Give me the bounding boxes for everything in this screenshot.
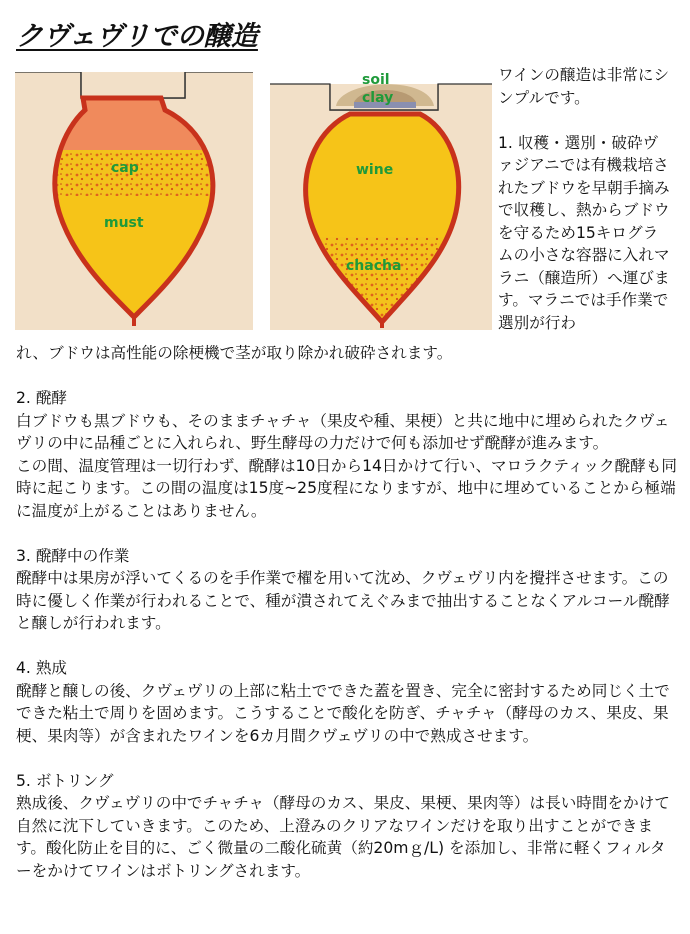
label-cap: cap [111,160,139,176]
label-must: must [104,215,144,231]
section-heading-fermentation: 2. 醗酵 [16,389,68,407]
section-heading-bottling: 5. ボトリング [16,771,114,790]
section-heading-aging: 4. 熟成 [16,659,68,677]
section-1-text: 1. 収穫・選別・破砕ヴァジアニでは有機栽培されたブドウを早朝手摘みで収穫し、熱からブドウを守るため15キログラムの小さな容器に入れマラニ（醸造所）へ運びます。マラニでは手作業で選別が行わ [498,133,670,332]
section-paragraph: 白ブドウも黒ブドウも、そのままチャチャ（果皮や種、果梗）と共に地中に埋められたクヴェヴリの中に品種ごとに入れられ、野生酵母の力だけで何も添加せず醗酵が進みます。 [16,411,670,452]
section-paragraph: この間、温度管理は一切行わず、醗酵は10日から14日かけて行い、マロラクティック醗酵も同時に起こります。この間の温度は15度~25度程になりますが、地中に埋めていることから極端に温度が上がることはありません。 [16,456,677,520]
label-chacha: chacha [346,258,402,274]
intro-lead: ワインの醸造は非常にシンプルです。 [498,66,670,107]
page-title: クヴェヴリでの醸造 [16,21,258,52]
section-1-text-continued: れ、ブドウは高性能の除梗機で茎が取り除かれ破砕されます。 [16,344,453,362]
section-paragraph: 醗酵中は果房が浮いてくるのを手作業で櫂を用いて沈め、クヴェヴリ内を攪拌させます。この時に優しく作業が行われることで、種が潰されてえぐみまで抽出することなくアルコール醗酵と醸しが行われます。 [16,569,670,632]
qvevri-sealed-diagram [270,72,492,330]
label-wine: wine [356,162,394,178]
intro-column [498,64,673,334]
label-soil: soil [362,72,390,88]
section-paragraph: 熟成後、クヴェヴリの中でチャチャ（酵母のカス、果皮、果梗、果肉等）は長い時間をかけて自然に沈下していきます。このため、上澄みのクリアなワインだけを取り出すことができます。酸化防止を目的に、ごく微量の二酸化硫黄（約20mｇ/L) を添加し、非常に軽くフィルターをかけてワインはボトリングされます。 [16,794,670,880]
main-body [16,342,678,882]
section-heading-work: 3. 醗酵中の作業 [16,546,130,565]
qvevri-fermentation-diagram [15,72,253,330]
section-paragraph: 醗酵と醸しの後、クヴェヴリの上部に粘土でできた蓋を置き、完全に密封するため同じく土でできた粘土で周りを固めます。こうすることで酸化を防ぎ、チャチャ（酵母のカス、果皮、果梗、果肉等）が含まれたワインを6カ月間クヴェヴリの中で熟成させます。 [16,681,670,745]
label-clay: clay [362,90,394,106]
